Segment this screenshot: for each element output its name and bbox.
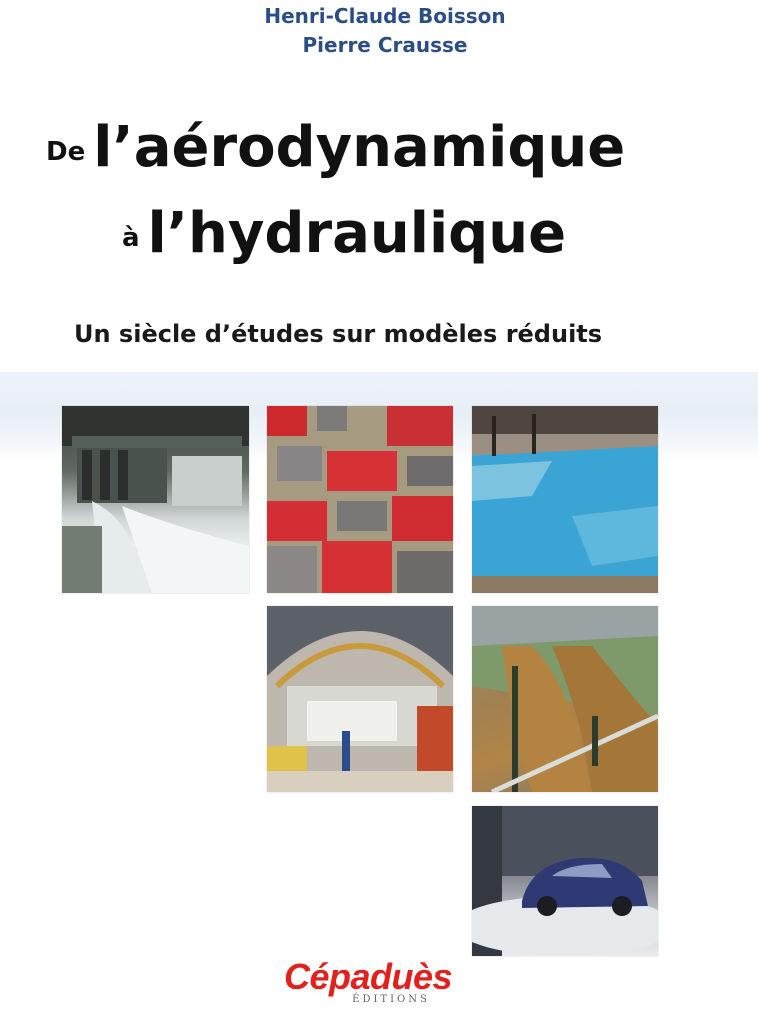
photo-car-tunnel (472, 806, 658, 956)
title-line-2 (122, 196, 566, 276)
title-line-1-prefix: De (46, 137, 86, 167)
photo-river-hydraulic (472, 606, 658, 792)
publisher-logo (268, 958, 468, 1005)
publisher-sub: ÉDITIONS (352, 994, 430, 1005)
author-2: Pierre Crausse (302, 33, 468, 57)
photo-river-model (472, 406, 658, 593)
publisher-name: Cépaduès (283, 956, 453, 997)
title-line-1 (46, 110, 625, 190)
title-line-2-prefix: à (122, 223, 140, 253)
photo-city-model (267, 406, 453, 593)
title-line-2-main: l’hydraulique (147, 201, 567, 266)
author-1: Henri-Claude Boisson (264, 4, 506, 28)
photo-spillway (62, 406, 249, 593)
book-subtitle: Un siècle d’études sur modèles réduits (74, 320, 603, 348)
title-line-1-main: l’aérodynamique (93, 115, 626, 180)
authors (0, 2, 758, 60)
photo-wind-tunnel (267, 606, 453, 792)
